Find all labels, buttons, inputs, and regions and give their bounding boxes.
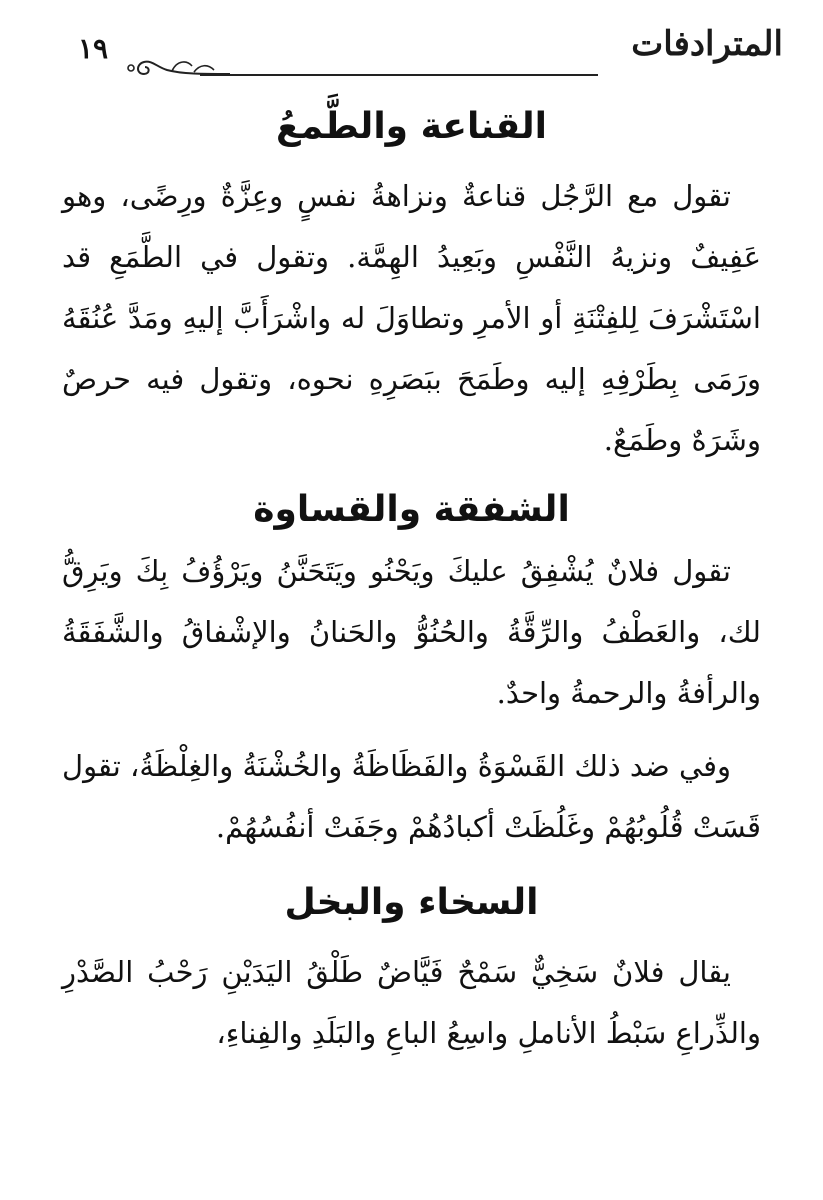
paragraph-generosity: يقال فلانٌ سَخِيٌّ سَمْحٌ فَيَّاضٌ طَلْقُ اليَدَيْنِ رَحْبُ الصَّدْرِ والذِّراعِ سَبْطُ الأناملِ واسِعُ الباعِ والبَلَدِ والفِناءِ، [62, 955, 761, 1050]
page-content [62, 100, 761, 1064]
page-header [60, 18, 783, 88]
paragraph-compassion: تقول فلانٌ يُشْفِقُ عليكَ ويَحْنُو ويَتَحَنَّنُ ويَرْؤُفُ بِكَ ويَرِقُّ لك، والعَطْفُ والرِّقَّةُ والحُنُوُّ والحَنانُ والإشْفاقُ والشَّفَقَةُ والرأفةُ والرحمةُ واحدٌ. [62, 554, 761, 710]
paragraph-harshness: وفي ضد ذلك القَسْوَةُ والفَظَاظَةُ والخُشْنَةُ والغِلْظَةُ، تقول قَسَتْ قُلُوبُهُمْ وغَلُظَتْ أكبادُهُمْ وجَفَتْ أنفُسُهُمْ. [62, 749, 761, 844]
section-heading-contentment-greed: القناعة والطَّمعُ [276, 106, 547, 147]
book-title: المترادفات [631, 24, 783, 64]
flourish-ornament-icon [122, 52, 232, 82]
page-number: ١٩ [78, 32, 109, 65]
section-heading-generosity-stinginess: السخاء والبخل [284, 882, 539, 923]
header-rule [200, 74, 598, 76]
paragraph-contentment-greed: تقول مع الرَّجُل قناعةٌ ونزاهةُ نفسٍ وعِزَّةٌ ورِضًى، وهو عَفِيفٌ ونزيهُ النَّفْسِ وبَعِيدُ الهِمَّة. وتقول في الطَّمَعِ قد اسْتَشْرَفَ لِلفِتْنَةِ أو الأمرِ وتطاوَلَ له واشْرَأَبَّ إليهِ ومَدَّ عُنُقَهُ ورَمَى بِطَرْفِهِ إليه وطَمَحَ ببَصَرِهِ نحوه، وتقول فيه حرصٌ وشَرَهٌ وطَمَعٌ. [62, 179, 761, 457]
section-heading-compassion-harshness: الشفقة والقساوة [253, 489, 570, 530]
